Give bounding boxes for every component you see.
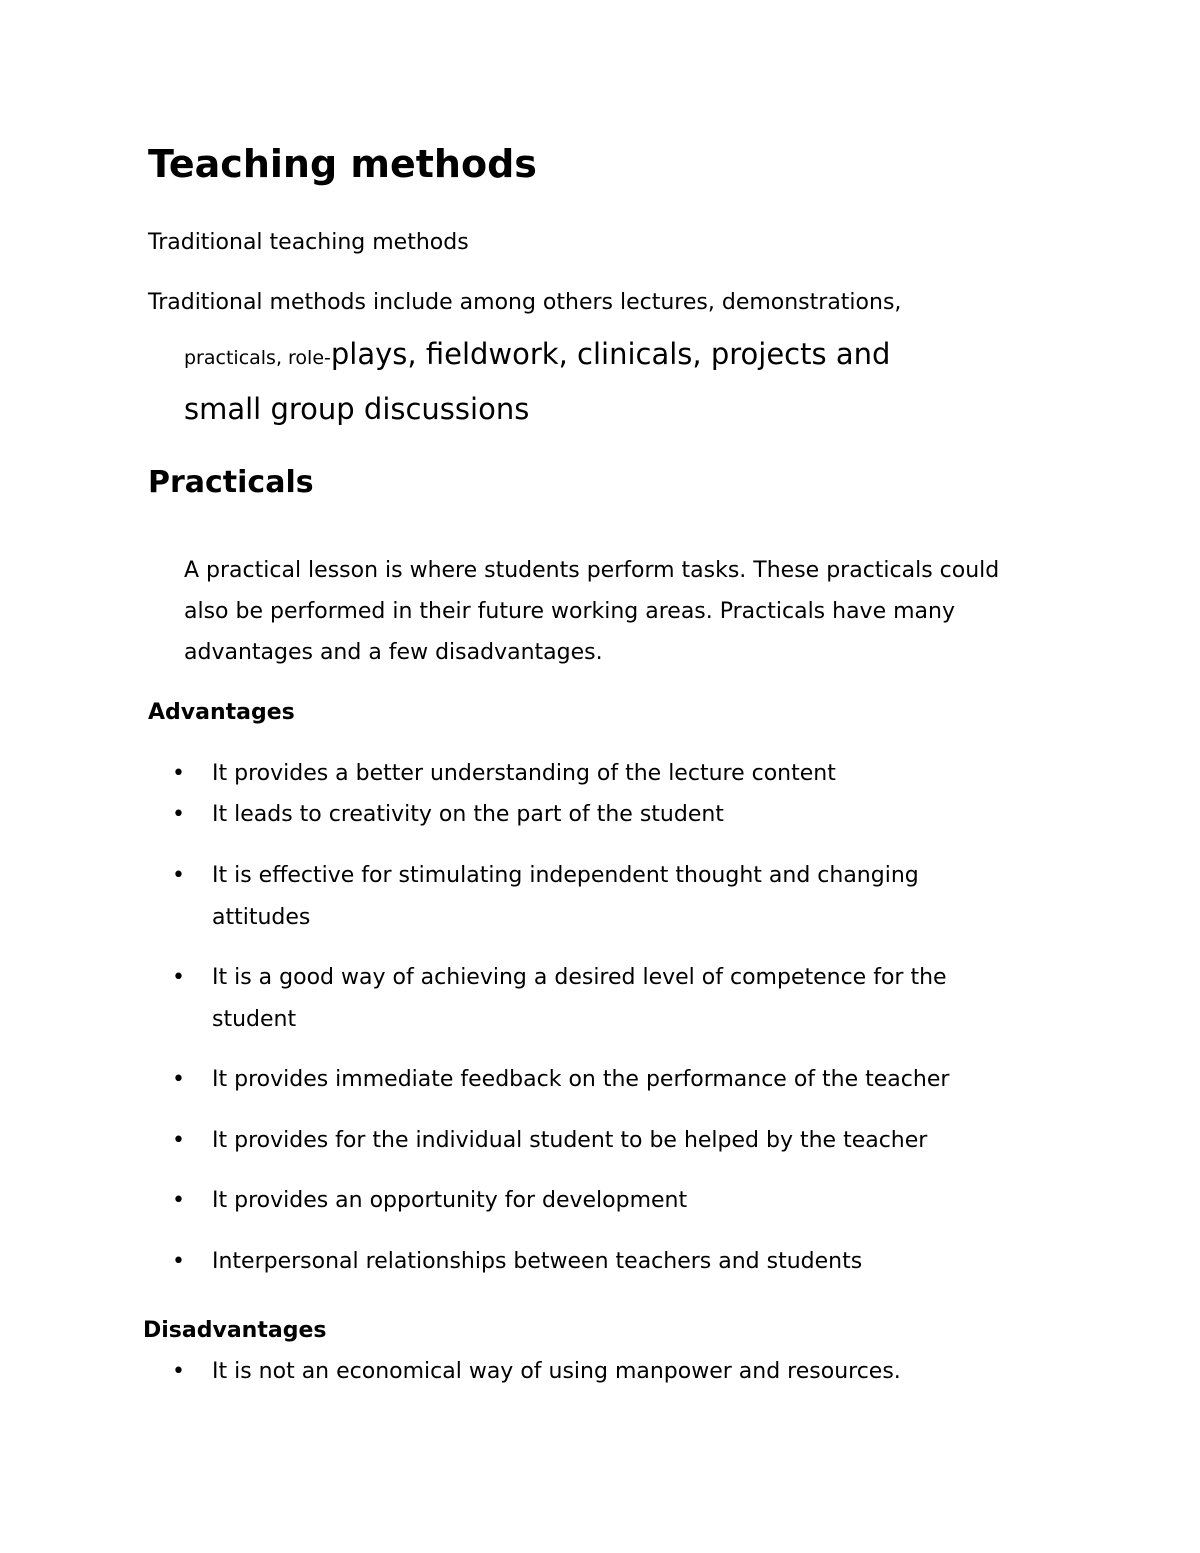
list-item-text: Interpersonal relationships between teachers and students [212, 1249, 863, 1274]
intro-line-2-small: practicals, role- [184, 347, 331, 369]
disadvantages-heading: Disadvantages [143, 1318, 327, 1343]
intro-line-2-large: plays, fieldwork, clinicals, projects and [330, 337, 891, 371]
intro-line-3: small group discussions [184, 392, 530, 426]
list-item-text: It provides immediate feedback on the performance of the teacher [212, 1067, 950, 1092]
paragraph-line: advantages and a few disadvantages. [184, 640, 603, 665]
list-item-text: student [212, 1007, 297, 1032]
page-title: Teaching methods [148, 142, 537, 186]
list-item-text: It is not an economical way of using manpower and resources. [212, 1359, 901, 1384]
bullet-icon: • [172, 863, 185, 888]
bullet-icon: • [172, 761, 185, 786]
bullet-icon: • [172, 1067, 185, 1092]
bullet-icon: • [172, 965, 185, 990]
list-item-text: It leads to creativity on the part of the student [212, 802, 724, 827]
section-heading-practicals: Practicals [148, 465, 314, 500]
list-item-text: It is a good way of achieving a desired level of competence for the [212, 965, 947, 990]
list-item-text: attitudes [212, 905, 311, 930]
intro-line-1: Traditional methods include among others lectures, demonstrations, [148, 290, 902, 315]
subtitle: Traditional teaching methods [148, 230, 469, 255]
paragraph-line: A practical lesson is where students perform tasks. These practicals could [184, 558, 1000, 583]
bullet-icon: • [172, 802, 185, 827]
bullet-icon: • [172, 1188, 185, 1213]
paragraph-line: also be performed in their future working areas. Practicals have many [184, 599, 955, 624]
bullet-icon: • [172, 1249, 185, 1274]
bullet-icon: • [172, 1359, 185, 1384]
advantages-heading: Advantages [148, 700, 295, 725]
bullet-icon: • [172, 1128, 185, 1153]
list-item-text: It provides for the individual student to be helped by the teacher [212, 1128, 928, 1153]
list-item-text: It provides a better understanding of the lecture content [212, 761, 836, 786]
list-item-text: It is effective for stimulating independent thought and changing [212, 863, 919, 888]
list-item-text: It provides an opportunity for development [212, 1188, 688, 1213]
intro-line-2 [184, 334, 890, 379]
